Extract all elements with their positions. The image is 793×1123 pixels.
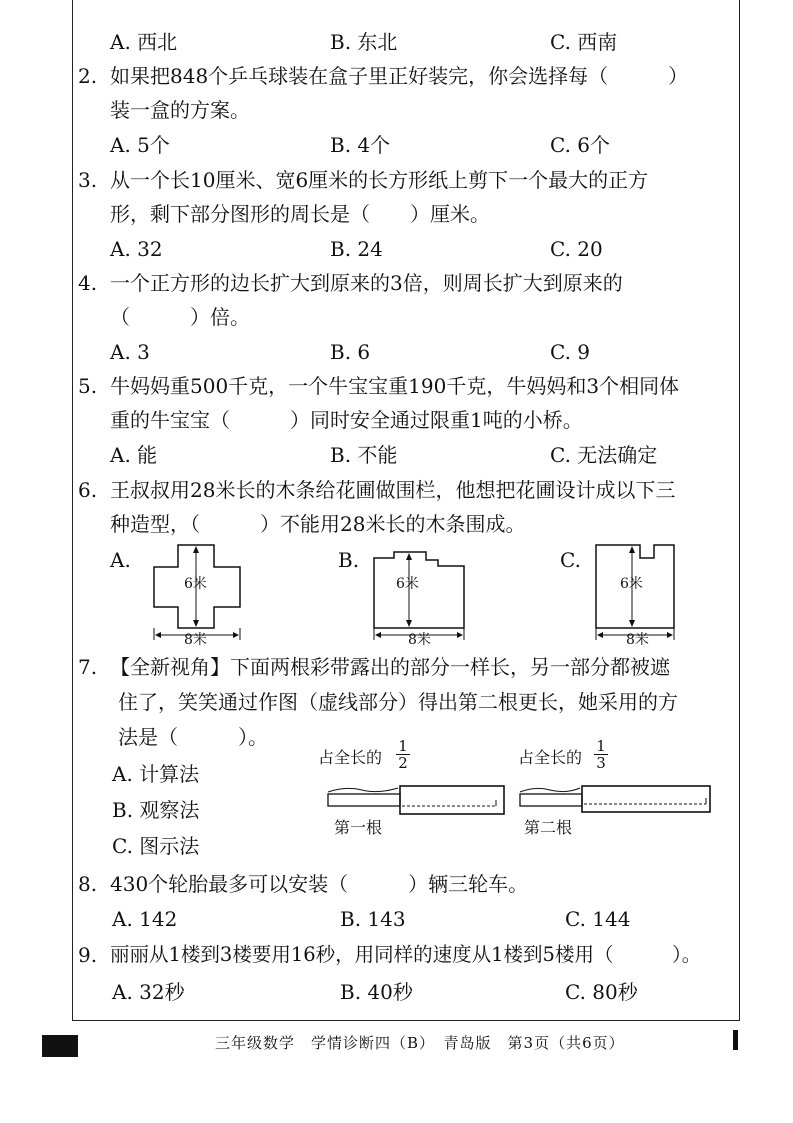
q7-ribbon2-caption: 占全长的 (518, 748, 583, 767)
q4-text-line1: 一个正方形的边长扩大到原来的3倍，则周长扩大到原来的 (110, 271, 623, 295)
q6-option-c[interactable]: C. (560, 548, 581, 572)
q6-c-width-label: 8米 (626, 632, 649, 645)
q2-number: 2. (78, 64, 98, 88)
footer-black-mark-right (733, 1030, 738, 1050)
q2-option-b[interactable]: B. 4个 (330, 133, 391, 157)
q7-ribbon2-name: 第二根 (524, 818, 573, 837)
q1-option-a[interactable]: A. 西北 (110, 30, 178, 54)
q9-text-line1: 丽丽从1楼到3楼要用16秒，用同样的速度从1楼到5楼用（ ）。 (110, 943, 702, 966)
q5-text-line1: 牛妈妈重500千克，一个牛宝宝重190千克，牛妈妈和3个相同体 (110, 374, 680, 398)
q6-b-width-label: 8米 (408, 632, 431, 645)
q3-option-c[interactable]: C. 20 (550, 237, 603, 261)
q8-option-b[interactable]: B. 143 (340, 907, 406, 931)
q7-number: 7. (78, 655, 98, 679)
q9-number: 9. (78, 943, 98, 967)
q3-number: 3. (78, 168, 98, 192)
q3-option-a[interactable]: A. 32 (110, 237, 163, 261)
q5-option-a[interactable]: A. 能 (110, 443, 158, 467)
q4-option-c[interactable]: C. 9 (550, 340, 591, 364)
q6-a-height-label: 6米 (184, 576, 207, 592)
q7-ribbon1-denominator: 2 (396, 754, 410, 771)
page-footer: 三年级数学 学情诊断四（B） 青岛版 第3页（共6页） (215, 1034, 625, 1052)
q9-option-b[interactable]: B. 40秒 (340, 980, 413, 1004)
q7-ribbon2-denominator: 3 (594, 754, 608, 771)
q7-ribbon1-name: 第一根 (334, 818, 383, 837)
q2-text-line2: 装一盒的方案。 (110, 98, 250, 122)
q7-ribbon2-numerator: 1 (596, 737, 606, 755)
q5-option-b[interactable]: B. 不能 (330, 443, 398, 467)
q4-text-line2: （ ）倍。 (110, 305, 250, 329)
q2-option-a[interactable]: A. 5个 (110, 133, 170, 157)
q6-option-a[interactable]: A. (110, 548, 131, 572)
q6-number: 6. (78, 478, 98, 502)
q2-text-line1: 如果把848个乒乓球装在盒子里正好装完，你会选择每（ ） (110, 64, 689, 88)
q6-shape-a (150, 540, 246, 645)
q8-text-line1: 430个轮胎最多可以安装（ ）辆三轮车。 (110, 872, 529, 896)
q6-text-line1: 王叔叔用28米长的木条给花圃做围栏，他想把花圃设计成以下三 (110, 478, 676, 502)
q4-option-a[interactable]: A. 3 (110, 340, 150, 364)
q7-text-line1: 【全新视角】下面两根彩带露出的部分一样长，另一部分都被遮 (110, 655, 670, 679)
q7-ribbon1-figure (322, 780, 508, 820)
page-frame (72, 0, 740, 1021)
q8-option-a[interactable]: A. 142 (112, 907, 178, 931)
q3-option-b[interactable]: B. 24 (330, 237, 383, 261)
q5-option-c[interactable]: C. 无法确定 (550, 443, 658, 467)
q5-text-line2: 重的牛宝宝（ ）同时安全通过限重1吨的小桥。 (110, 408, 583, 432)
q6-c-height-label: 6米 (620, 576, 643, 592)
q7-ribbon1-fraction (396, 738, 410, 771)
q7-text-line2: 住了，笑笑通过作图（虚线部分）得出第二根更长，她采用的方 (118, 690, 678, 714)
q8-number: 8. (78, 872, 98, 896)
q1-option-b[interactable]: B. 东北 (330, 30, 398, 54)
q6-shape-c (590, 540, 686, 645)
q4-number: 4. (78, 271, 98, 295)
q4-option-b[interactable]: B. 6 (330, 340, 371, 364)
q7-ribbon1-numerator: 1 (398, 737, 408, 755)
q7-ribbon2-figure (516, 780, 716, 820)
q7-ribbon2-fraction (594, 738, 608, 771)
q6-b-height-label: 6米 (396, 576, 419, 592)
q8-option-c[interactable]: C. 144 (565, 907, 631, 931)
q7-option-b[interactable]: B. 观察法 (112, 798, 200, 822)
footer-black-mark-left (42, 1035, 78, 1057)
q9-option-c[interactable]: C. 80秒 (565, 980, 638, 1004)
q3-text-line2: 形，剩下部分图形的周长是（ ）厘米。 (110, 202, 490, 226)
q2-option-c[interactable]: C. 6个 (550, 133, 611, 157)
q6-a-width-label: 8米 (184, 632, 207, 645)
q7-text-line3: 法是（ ）。 (118, 725, 268, 749)
q7-option-c[interactable]: C. 图示法 (112, 834, 200, 858)
q6-shape-b (368, 540, 472, 645)
q3-text-line1: 从一个长10厘米、宽6厘米的长方形纸上剪下一个最大的正方 (110, 168, 649, 192)
q9-option-a[interactable]: A. 32秒 (112, 980, 185, 1004)
q6-option-b[interactable]: B. (338, 548, 360, 572)
q6-text-line2: 种造型，（ ）不能用28米长的木条围成。 (110, 512, 526, 536)
q1-option-c[interactable]: C. 西南 (550, 30, 618, 54)
q7-ribbon1-caption: 占全长的 (318, 748, 383, 767)
q7-option-a[interactable]: A. 计算法 (112, 762, 200, 786)
q5-number: 5. (78, 374, 98, 398)
